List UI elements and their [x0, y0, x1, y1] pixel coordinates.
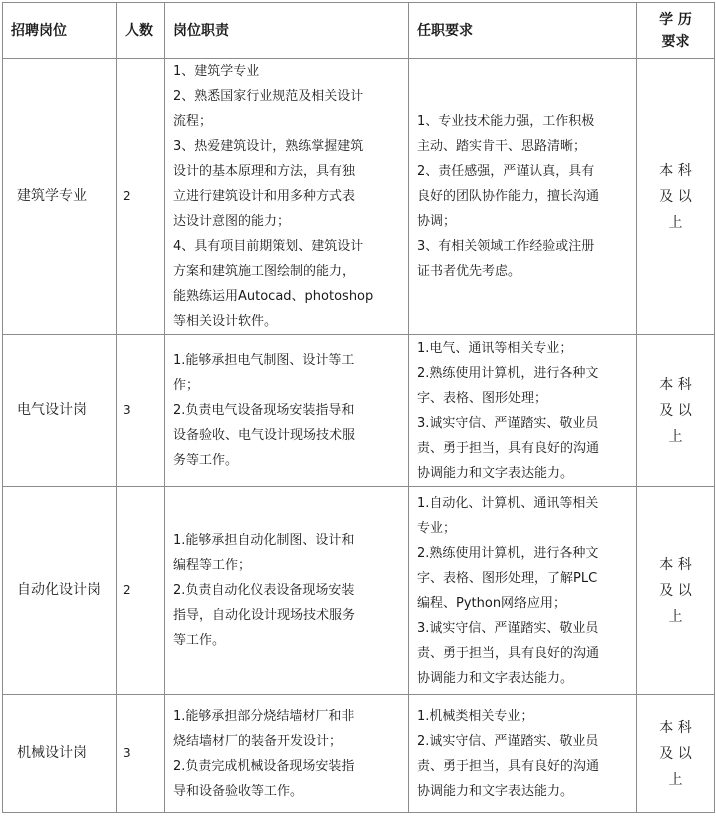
requirement-line: 2.诚实守信、严谨踏实、敬业员 — [417, 733, 599, 749]
requirement-line: 1.电气、通讯等相关专业； — [417, 340, 573, 356]
table-row — [3, 335, 715, 487]
table-row — [3, 487, 715, 695]
position-cell: 建筑学专业 — [3, 59, 117, 335]
education-line: 本 科 — [659, 376, 692, 393]
position-cell: 电气设计岗 — [3, 335, 117, 487]
requirement-line: 1、专业技术能力强，工作积极 — [417, 114, 595, 129]
count-cell: 2 — [117, 487, 165, 695]
duty-line: 1.能够承担部分烧结墙材厂和非 — [173, 708, 355, 724]
requirement-line: 主动、踏实肯干、思路清晰； — [417, 139, 587, 154]
requirements-cell — [409, 335, 637, 487]
duty-line: 2.负责完成机械设备现场安装指 — [173, 758, 355, 774]
duty-line: 方案和建筑施工图绘制的能力， — [173, 264, 356, 279]
education-line: 及 以 — [659, 745, 692, 762]
requirement-line: 编程、Python网络应用； — [417, 595, 567, 611]
education-line: 上 — [668, 214, 683, 231]
requirement-line: 协调能力和文字表达能力。 — [417, 783, 574, 799]
header-duties: 岗位职责 — [165, 3, 409, 59]
education-cell — [637, 695, 715, 813]
requirement-line: 良好的团队协作能力，擅长沟通 — [417, 189, 600, 204]
requirement-line: 责、勇于担当，具有良好的沟通 — [417, 758, 600, 774]
duty-line: 烧结墙材厂的装备开发设计； — [173, 733, 343, 749]
duty-line: 2、熟悉国家行业规范及相关设计 — [173, 89, 364, 104]
duty-line: 等相关设计软件。 — [173, 314, 278, 329]
duties-cell — [165, 335, 409, 487]
education-cell — [637, 487, 715, 695]
duty-line: 编程等工作； — [173, 558, 252, 573]
education-line: 及 以 — [659, 188, 692, 205]
header-position: 招聘岗位 — [3, 3, 117, 59]
education-line: 本 科 — [659, 556, 692, 573]
duty-line: 作； — [173, 378, 200, 393]
header-requirements: 任职要求 — [409, 3, 637, 59]
requirement-line: 协调能力和文字表达能力。 — [417, 465, 574, 481]
requirement-line: 字、表格、图形处理； — [417, 390, 548, 406]
requirement-line: 2.熟练使用计算机，进行各种文 — [417, 365, 599, 381]
requirement-line: 协调能力和文字表达能力。 — [417, 670, 574, 686]
position-cell: 自动化设计岗 — [3, 487, 117, 695]
count-cell: 3 — [117, 695, 165, 813]
requirement-line: 责、勇于担当，具有良好的沟通 — [417, 645, 600, 661]
education-line: 本 科 — [659, 162, 692, 179]
duty-line: 设备验收、电气设计现场技术服 — [173, 428, 356, 443]
education-line: 上 — [668, 428, 683, 445]
education-line: 及 以 — [659, 402, 692, 419]
duty-line: 能熟练运用Autocad、photoshop — [173, 289, 374, 304]
requirements-cell — [409, 59, 637, 335]
requirement-line: 字、表格、图形处理，了解PLC — [417, 570, 598, 586]
duty-line: 务等工作。 — [173, 453, 239, 468]
position-cell: 机械设计岗 — [3, 695, 117, 813]
duty-line: 1.能够承担自动化制图、设计和 — [173, 533, 355, 548]
requirement-line: 3.诚实守信、严谨踏实、敬业员 — [417, 620, 599, 636]
duty-line: 流程； — [173, 114, 213, 129]
duties-cell — [165, 487, 409, 695]
requirement-line: 责、勇于担当，具有良好的沟通 — [417, 440, 600, 456]
duty-line: 指导，自动化设计现场技术服务 — [173, 608, 356, 623]
count-cell: 3 — [117, 335, 165, 487]
duties-cell — [165, 695, 409, 813]
education-line: 上 — [668, 771, 683, 788]
requirements-cell — [409, 487, 637, 695]
requirements-cell — [409, 695, 637, 813]
duty-line: 等工作。 — [173, 633, 226, 648]
requirement-line: 协调； — [417, 214, 457, 229]
duty-line: 达设计意图的能力； — [173, 214, 291, 229]
duty-line: 3、热爱建筑设计，熟练掌握建筑 — [173, 139, 364, 154]
header-row — [3, 3, 715, 59]
requirement-line: 3.诚实守信、严谨踏实、敬业员 — [417, 415, 599, 431]
count-cell: 2 — [117, 59, 165, 335]
education-cell — [637, 335, 715, 487]
duty-line: 1、建筑学专业 — [173, 64, 260, 79]
duty-line: 2.负责自动化仪表设备现场安装 — [173, 583, 355, 598]
duty-line: 1.能够承担电气制图、设计等工 — [173, 353, 355, 368]
table-row — [3, 59, 715, 335]
requirement-line: 专业； — [417, 520, 457, 536]
education-line: 及 以 — [659, 582, 692, 599]
duty-line: 4、具有项目前期策划、建筑设计 — [173, 239, 364, 254]
requirement-line: 1.机械类相关专业； — [417, 708, 534, 724]
requirement-line: 2、责任感强，严谨认真，具有 — [417, 164, 595, 179]
requirement-line: 证书者优先考虑。 — [417, 264, 522, 279]
requirement-line: 2.熟练使用计算机，进行各种文 — [417, 545, 599, 561]
education-line: 本 科 — [659, 719, 692, 736]
education-line: 上 — [668, 608, 683, 625]
duty-line: 2.负责电气设备现场安装指导和 — [173, 403, 355, 418]
duty-line: 设计的基本原理和方法，具有独 — [173, 164, 356, 179]
requirement-line: 3、有相关领域工作经验或注册 — [417, 239, 595, 254]
header-count: 人数 — [117, 3, 165, 59]
duties-cell — [165, 59, 409, 335]
header-education: 学 历 要求 — [637, 3, 715, 59]
requirement-line: 1.自动化、计算机、通讯等相关 — [417, 495, 599, 511]
education-cell — [637, 59, 715, 335]
duty-line: 导和设备验收等工作。 — [173, 783, 304, 799]
recruitment-table — [2, 2, 715, 813]
table-row — [3, 695, 715, 813]
duty-line: 立进行建筑设计和用多种方式表 — [173, 189, 356, 204]
